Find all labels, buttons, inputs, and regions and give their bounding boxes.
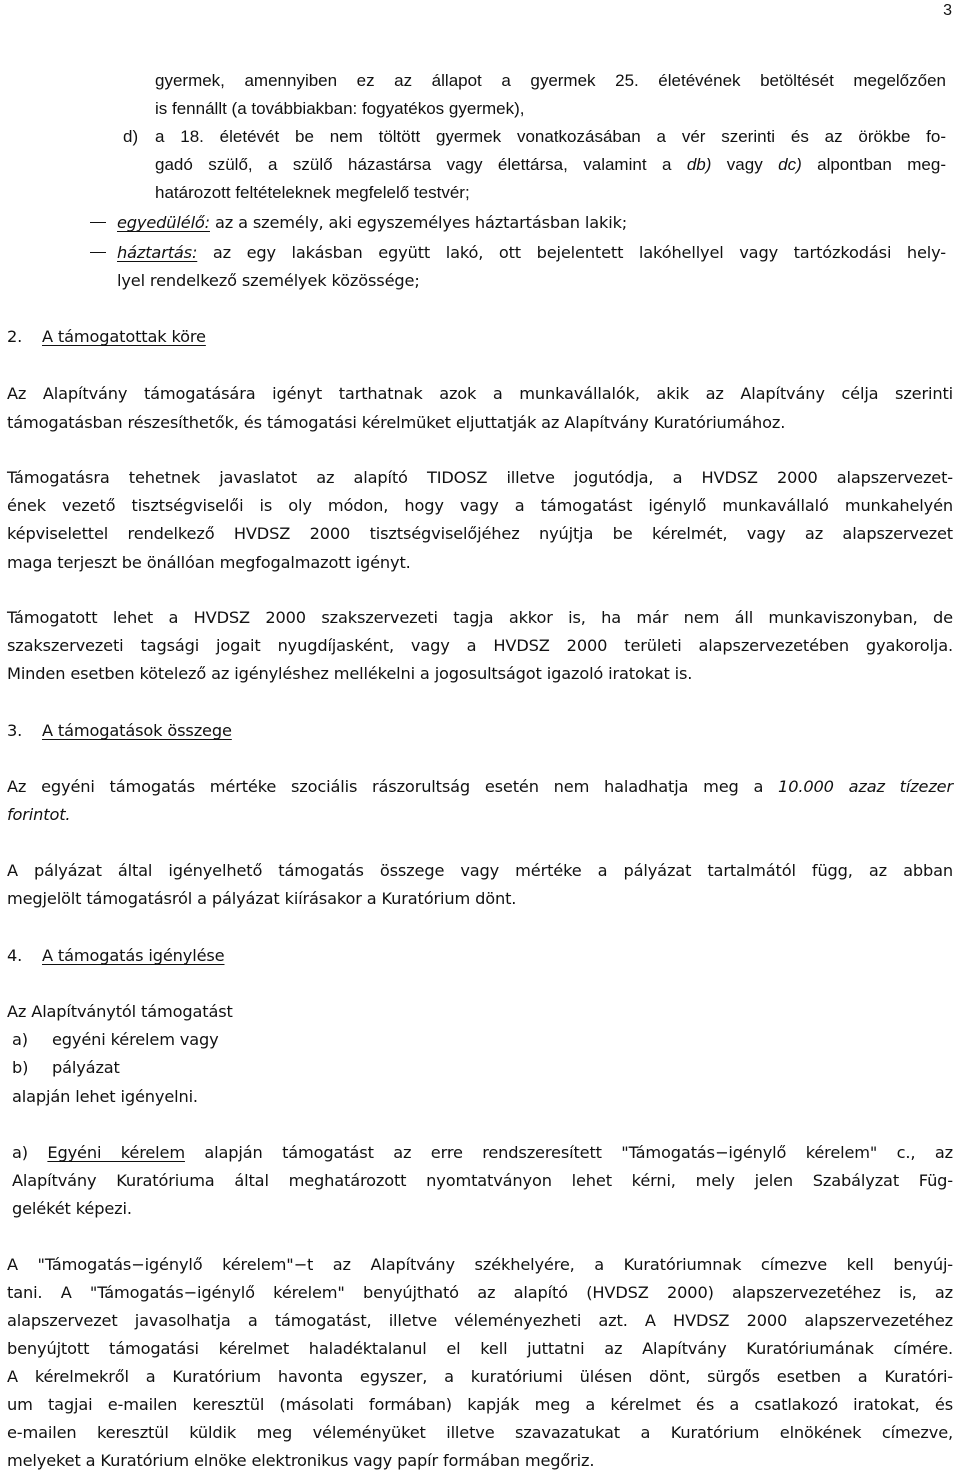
paragraph-line: Támogatásra tehetnek javaslatot az alapító TIDOSZ illetve jogutódja, a HVDSZ 2000 alapszervezet- (7, 468, 953, 487)
dash-bullet (90, 222, 106, 223)
section-heading: A támogatás igénylése (42, 946, 225, 965)
page-number: 3 (943, 2, 952, 19)
section-heading: A támogatások összege (42, 721, 232, 740)
paragraph-line: alapszervezet javasolhatja a támogatást, illetve véleményezheti azt. A HVDSZ 2000 alapszervezetéhez (7, 1311, 953, 1330)
paragraph-line: melyeket a Kuratórium elnöke elektronikus vagy papír formában megőriz. (7, 1451, 595, 1470)
paragraph-line: Az egyéni támogatás mértéke szociális rászorultság esetén nem haladhatja meg a 10.000 azaz tízezer (7, 777, 953, 796)
paragraph-line: tani. A "Támogatás−igénylő kérelem" benyújtható az alapító (HVDSZ 2000) alapszervezetéhez is, az (7, 1283, 953, 1302)
paragraph-line: a) Egyéni kérelem alapján támogatást az erre rendszeresített "Támogatás−igénylő kérelem" c., az (12, 1143, 953, 1162)
paragraph-line: e-mailen keresztül küldik meg véleményüket illetve szavazatukat a Kuratórium elnökének címezve, (7, 1423, 953, 1442)
paragraph-line: Minden esetben kötelező az igényléshez mellékelni a jogosultságot igazoló iratokat is. (7, 664, 693, 683)
paragraph-line: ének vezető tisztségviselői is oly módon, hogy vagy a támogatást igénylő munkavállaló munkahelyén (7, 496, 953, 515)
paragraph-line: képviselettel rendelkező HVDSZ 2000 tisztségviselőjéhez nyújtja be kérelmét, vagy az alapszervezet (7, 524, 953, 543)
section-number: 4. (7, 946, 23, 965)
definition-egyedulelo: egyedülélő: az a személy, aki egyszemélyes háztartásban lakik; (117, 213, 628, 232)
paragraph-line: Az Alapítványtól támogatást (7, 1002, 233, 1021)
section-number: 2. (7, 327, 23, 346)
dash-bullet (90, 252, 106, 253)
definition-haztartas: háztartás: az egy lakásban együtt lakó, ott bejelentett lakóhellyel vagy tartózkodási hely- (117, 243, 946, 262)
paragraph-line: támogatásban részesíthetők, és támogatási kérelmüket eljuttatják az Alapítvány Kuratóriumához. (7, 413, 786, 432)
paragraph-line: A kérelmekről a Kuratórium havonta egyszer, a kuratóriumi ülésen dönt, sürgős esetben a Kuratóri- (7, 1367, 953, 1386)
section-number: 3. (7, 721, 23, 740)
list-item-c-continuation: is fennállt (a továbbiakban: fogyatékos gyermek), (155, 99, 525, 118)
paragraph-line: A "Támogatás−igénylő kérelem"−t az Alapítvány székhelyére, a Kuratóriumnak címezve kell benyúj- (7, 1255, 953, 1274)
section-heading: A támogatottak köre (42, 327, 206, 346)
paragraph-line: um tagjai e-mailen keresztül (másolati formában) kapják meg a kérelmet és a csatlakozó iratokat, és (7, 1395, 953, 1414)
list-item-d: a 18. életévét be nem töltött gyermek vonatkozásában a vér szerinti és az örökbe fo- (155, 127, 946, 146)
paragraph-line: A pályázat által igényelhető támogatás összege vagy mértéke a pályázat tartalmától függ, az abban (7, 861, 953, 880)
option-a-label: a) (12, 1030, 28, 1049)
list-item-d: gadó szülő, a szülő házastársa vagy élettársa, valamint a db) vagy dc) alpontban meg- (155, 155, 946, 174)
paragraph-line: Alapítvány Kuratóriuma által meghatározott nyomtatványon lehet kérni, mely jelen Szabályzat Füg- (12, 1171, 953, 1190)
paragraph-line: maga terjeszt be önállóan megfogalmazott igényt. (7, 553, 411, 572)
paragraph-line: alapján lehet igényelni. (12, 1087, 198, 1106)
list-item-d: határozott feltételeknek megfelelő testvér; (155, 183, 470, 202)
paragraph-line: Az Alapítvány támogatására igényt tarthatnak azok a munkavállalók, akik az Alapítvány célja szerinti (7, 384, 953, 403)
paragraph-line: gelékét képezi. (12, 1199, 132, 1218)
paragraph-line: benyújtott támogatási kérelmet haladéktalanul el kell juttatni az Alapítvány Kuratóriumának címére. (7, 1339, 953, 1358)
list-item-d-label: d) (123, 127, 139, 146)
option-b-label: b) (12, 1058, 29, 1077)
paragraph-line: szakszervezeti tagsági jogait nyugdíjasként, vagy a HVDSZ 2000 területi alapszervezetében gyakorolja. (7, 636, 953, 655)
paragraph-line: megjelölt támogatásról a pályázat kiírásakor a Kuratórium dönt. (7, 889, 517, 908)
definition-haztartas: lyel rendelkező személyek közössége; (117, 271, 420, 290)
option-b: pályázat (52, 1058, 120, 1077)
list-item-c-continuation: gyermek, amennyiben ez az állapot a gyermek 25. életévének betöltését megelőzően (155, 71, 946, 90)
option-a: egyéni kérelem vagy (52, 1030, 219, 1049)
paragraph-line: Támogatott lehet a HVDSZ 2000 szakszervezeti tagja akkor is, ha már nem áll munkaviszonyban, de (7, 608, 953, 627)
paragraph-line: forintot. (7, 805, 71, 824)
